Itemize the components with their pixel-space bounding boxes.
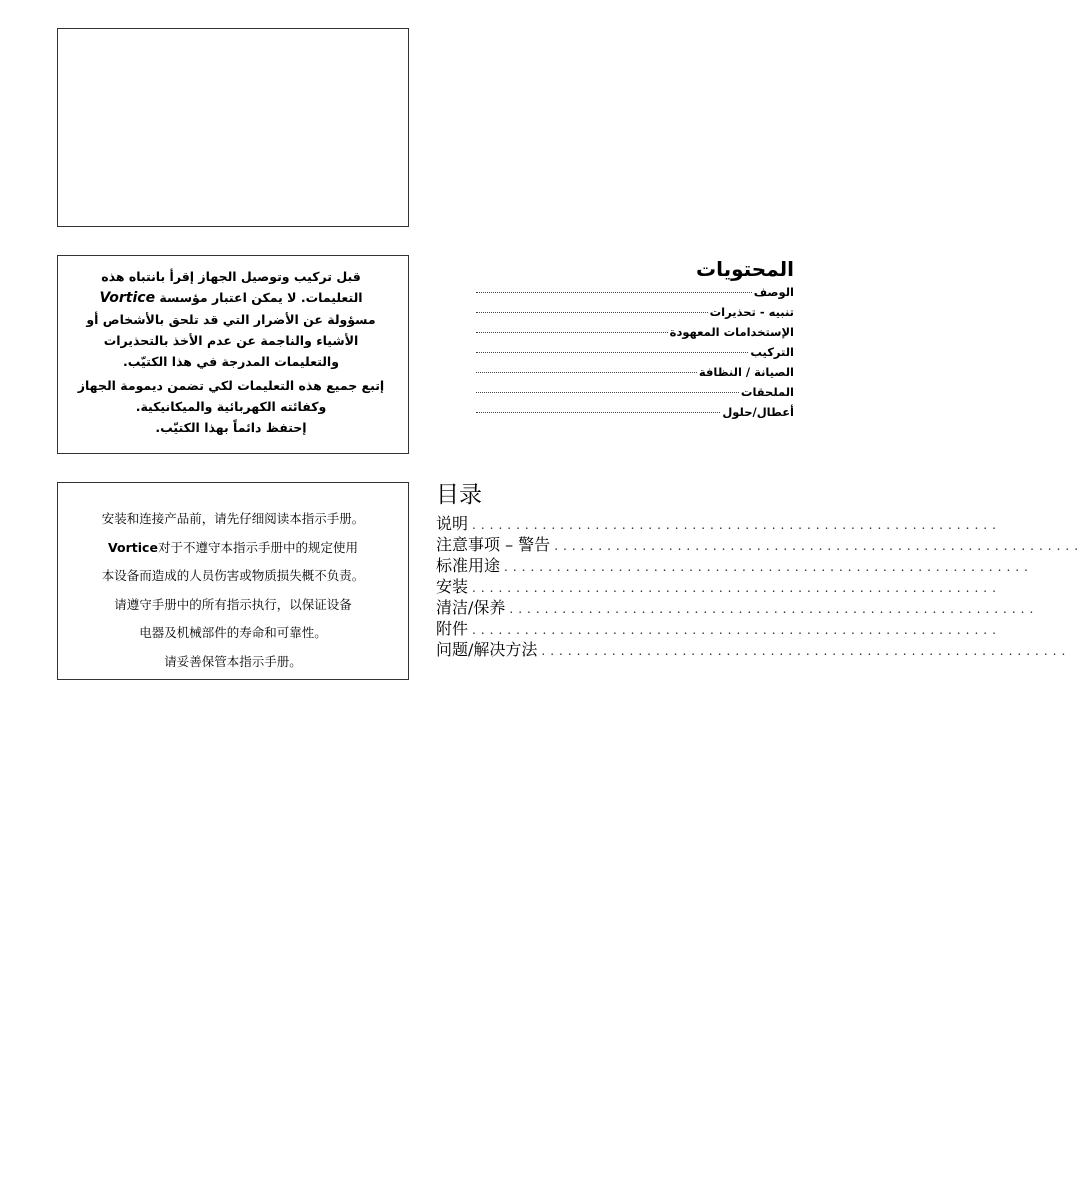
chinese-notice-line: 安装和连接产品前，请先仔细阅读本指示手册。: [101, 511, 365, 526]
toc-entry[interactable]: الوصف: [476, 285, 794, 305]
chinese-notice-line: 请遵守手册中的所有指示执行，以保证设备: [114, 596, 352, 612]
toc-entry[interactable]: 安装 ............................................................: [436, 577, 1001, 596]
arabic-toc-title: المحتويات: [695, 257, 794, 281]
dot-leader: ............................................................: [472, 518, 1001, 532]
toc-entry[interactable]: الملحقات: [476, 385, 794, 405]
toc-entry[interactable]: الإستخدامات المعهودة: [476, 325, 794, 345]
dot-leader: ............................................................: [472, 623, 1001, 637]
toc-entry[interactable]: 清洁/保养 ............................................................: [436, 598, 1039, 617]
dot-leader: ............................................................: [554, 539, 1083, 553]
toc-entry[interactable]: الصيانة / النظافة: [476, 365, 794, 385]
dot-leader: [476, 352, 748, 353]
toc-entry[interactable]: 问题/解决方法 ............................................................: [436, 640, 1071, 659]
dot-leader: [476, 392, 739, 393]
chinese-toc-title: 目录: [436, 482, 482, 508]
chinese-notice-line: Vortice对于不遵守本指示手册中的规定使用: [108, 539, 358, 555]
toc-entry[interactable]: 标准用途 ............................................................: [436, 556, 1033, 575]
toc-entry[interactable]: 附件 ............................................................: [436, 619, 1001, 638]
dot-leader: [476, 412, 720, 413]
toc-entry[interactable]: 注意事项 – 警告 ............................................................: [436, 535, 1083, 554]
arabic-table-of-contents: [476, 256, 794, 425]
arabic-notice-paragraph-1: قبل تركيب وتوصيل الجهاز إقرأ بانتباه هذه التعليمات. لا يمكن اعتبار مؤسسة Vortice مسؤولة عن الأضرار التي قد تلحق بالأشخاص أو الأشياء والناجمة عن عدم الأخذ بالتحذيرات والتعليمات المدرجة في هذا الكتيّب.: [86, 269, 376, 369]
toc-entry[interactable]: 说明 ............................................................: [436, 514, 1001, 533]
chinese-table-of-contents: [436, 480, 1083, 659]
dot-leader: ............................................................: [504, 560, 1033, 574]
arabic-notice-paragraph-3: إحتفظ دائماً بهذا الكتيّب.: [155, 420, 307, 435]
arabic-notice-paragraph-2: إتبع جميع هذه التعليمات لكي تضمن ديمومة الجهاز وكفائته الكهربائية والميكانيكية.: [77, 378, 385, 414]
toc-entry[interactable]: أعطال/حلول: [476, 405, 794, 425]
arabic-safety-notice: [57, 255, 409, 454]
dot-leader: ............................................................: [472, 581, 1001, 595]
dot-leader: ............................................................: [509, 602, 1039, 616]
brand-name: Vortice: [108, 539, 158, 555]
dot-leader: [476, 332, 668, 333]
blank-notice-box: [57, 28, 409, 227]
dot-leader: ............................................................: [541, 644, 1071, 658]
toc-entry[interactable]: تنبيه - تحذيرات: [476, 305, 794, 325]
dot-leader: [476, 312, 708, 313]
dot-leader: [476, 372, 697, 373]
brand-name: Vortice: [99, 290, 156, 306]
chinese-safety-notice: [57, 482, 409, 680]
dot-leader: [476, 292, 752, 293]
chinese-notice-line: 本设备而造成的人员伤害或物质损失概不负责。: [101, 568, 365, 583]
chinese-notice-line: 请妥善保管本指示手册。: [164, 653, 302, 669]
chinese-notice-line: 电器及机械部件的寿命和可靠性。: [139, 625, 327, 640]
toc-entry[interactable]: التركيب: [476, 345, 794, 365]
